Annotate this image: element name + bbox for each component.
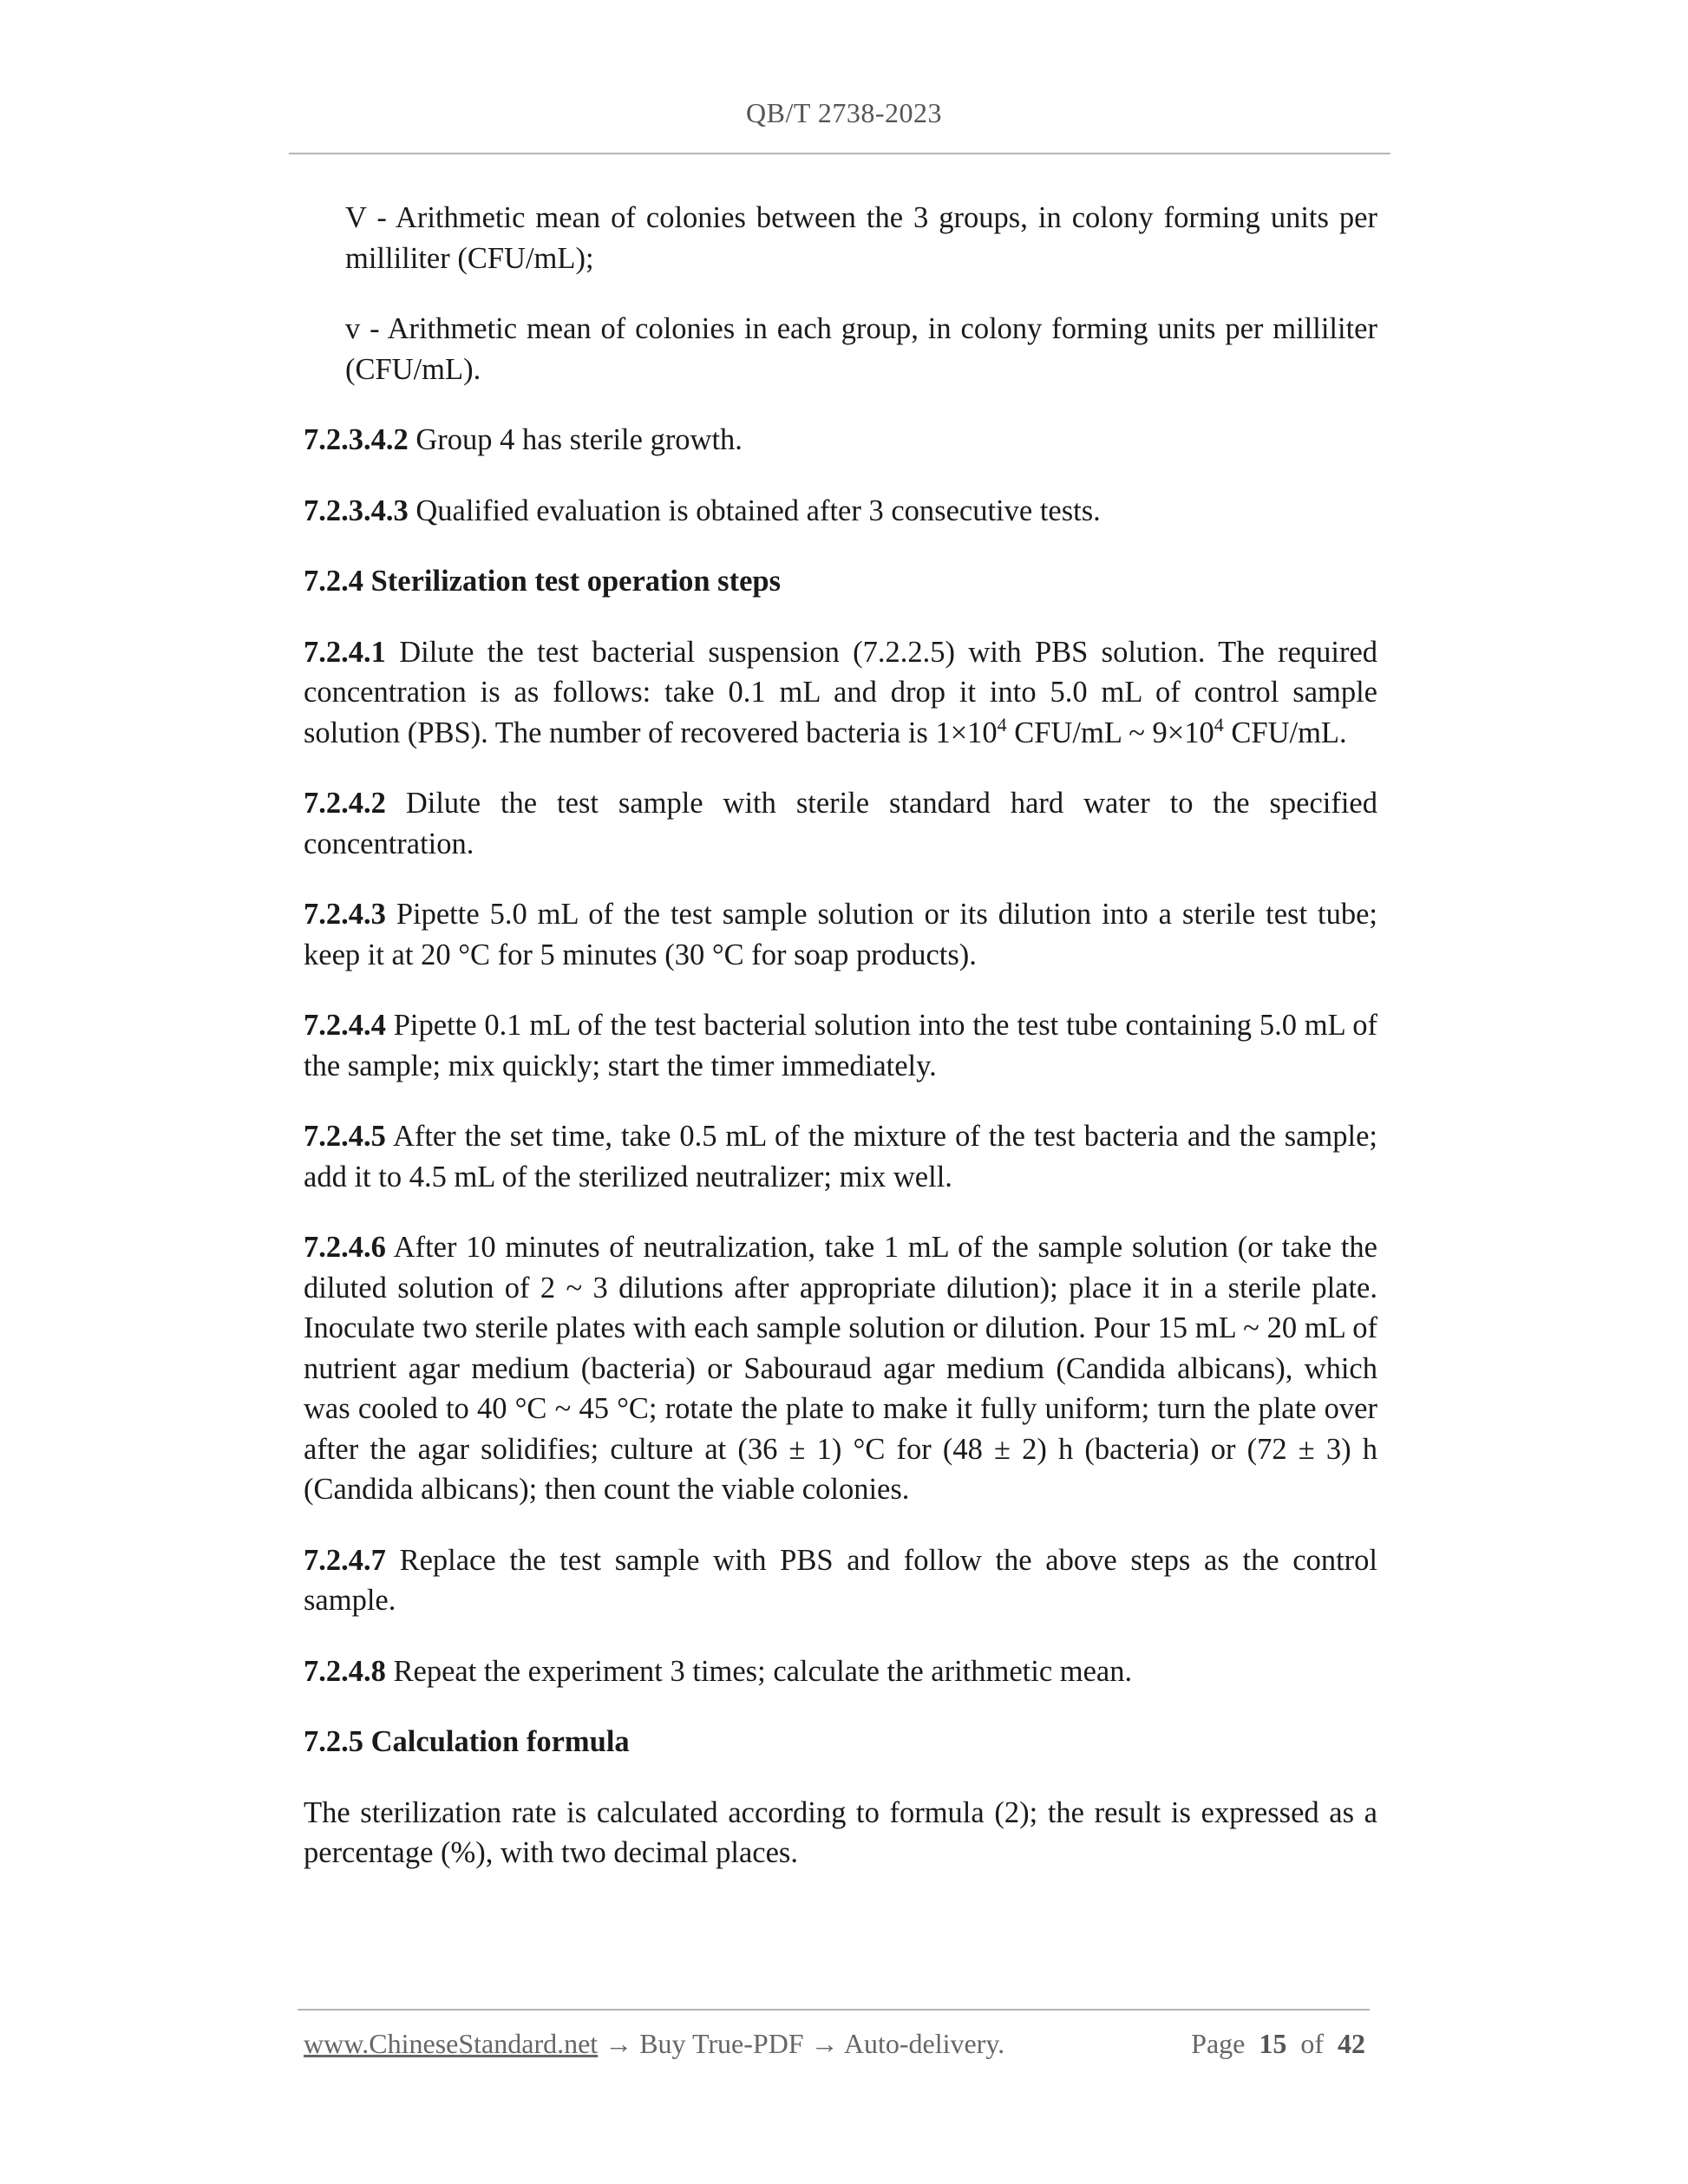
heading-7-2-5: 7.2.5 Calculation formula (304, 1725, 630, 1758)
paragraph-calculation: The sterilization rate is calculated according to formula (2); the result is expressed as a percentage (%), with two decimal places. (304, 1795, 1377, 1869)
clause-text: Dilute the test sample with sterile standard hard water to the specified concentration. (304, 787, 1377, 860)
page-number (1191, 2028, 1365, 2060)
definition-V: V - Arithmetic mean of colonies between the 3 groups, in colony forming units per milliliter (CFU/mL); (345, 201, 1377, 275)
clause-7-2-4-4 (304, 1005, 1377, 1086)
clause-number: 7.2.3.4.2 (304, 423, 409, 456)
page-header-title: QB/T 2738-2023 (746, 97, 942, 128)
header-divider (289, 153, 1390, 154)
total-pages-number: 42 (1338, 2028, 1365, 2059)
clause-number: 7.2.4.4 (304, 1009, 386, 1042)
clause-7-2-4-7 (304, 1540, 1377, 1621)
clause-text: Group 4 has sterile growth. (415, 423, 743, 456)
clause-text: Pipette 5.0 mL of the test sample solution or its dilution into a sterile test tube; keep it at 20 °C for 5 minutes (30 °C for soap products). (304, 898, 1377, 971)
clause-7-2-4-1 (304, 632, 1377, 754)
clause-text: After the set time, take 0.5 mL of the mixture of the test bacteria and the sample; add it to 4.5 mL of the sterilized neutralizer; mix well. (304, 1120, 1377, 1193)
clause-7-2-4-6 (304, 1227, 1377, 1510)
clause-number: 7.2.4.3 (304, 898, 386, 931)
heading-7-2-4: 7.2.4 Sterilization test operation steps (304, 565, 782, 598)
arrow-icon: → (605, 2028, 633, 2059)
website-link[interactable]: www.ChineseStandard.net (304, 2028, 599, 2059)
clause-number: 7.2.4.1 (304, 635, 386, 669)
footer-buy-text: Buy True-PDF (639, 2028, 804, 2059)
clause-text: Pipette 0.1 mL of the test bacterial solution into the test tube containing 5.0 mL of the sample; mix quickly; start the timer immediately. (304, 1009, 1378, 1082)
document-body (304, 198, 1377, 1904)
clause-7-2-4-8 (304, 1651, 1377, 1692)
clause-number: 7.2.3.4.3 (304, 494, 409, 527)
clause-text-end: CFU/mL. (1223, 716, 1347, 749)
clause-text-cont: CFU/mL ~ 9×10 (1006, 716, 1214, 749)
superscript-exponent: 4 (997, 713, 1007, 736)
clause-text: After 10 minutes of neutralization, take 1 mL of the sample solution (or take the diluted solution of 2 ~ 3 dilutions after appropriate dilution); place it in a sterile plate. Inoculate two sterile plates with each sample solution or dilution. Pour 15 mL ~ 20 mL of nutrient agar medium (bacteria) or Sabouraud agar medium (Candida albicans), which was cooled to 40 °C ~ 45 °C; rotate the plate to make it fully uniform; turn the plate over after the agar solidifies; culture at (36 ± 1) °C for (48 ± 2) h (bacteria) or (72 ± 3) h (Candida albicans); then count the viable colonies. (304, 1231, 1377, 1506)
footer-promo (304, 2028, 1004, 2060)
clause-number: 7.2.4.6 (304, 1231, 386, 1264)
current-page-number: 15 (1259, 2028, 1287, 2059)
clause-text: Repeat the experiment 3 times; calculate the arithmetic mean. (393, 1654, 1133, 1688)
clause-number: 7.2.4.2 (304, 787, 386, 820)
footer-divider (298, 2009, 1370, 2011)
clause-number: 7.2.4.7 (304, 1543, 386, 1577)
superscript-exponent: 4 (1214, 713, 1224, 736)
clause-7-2-4-5 (304, 1116, 1377, 1197)
clause-7-2-4-3 (304, 894, 1377, 975)
clause-7-2-3-4-3 (304, 491, 1377, 532)
clause-7-2-4-2 (304, 783, 1377, 864)
footer-delivery-text: Auto-delivery. (843, 2028, 1005, 2059)
clause-7-2-3-4-2 (304, 420, 1377, 461)
page-word: Page (1191, 2028, 1246, 2059)
clause-number: 7.2.4.5 (304, 1120, 386, 1153)
of-word: of (1300, 2028, 1324, 2059)
clause-text: Qualified evaluation is obtained after 3 consecutive tests. (415, 494, 1101, 527)
clause-text: Replace the test sample with PBS and follow the above steps as the control sample. (304, 1543, 1378, 1617)
clause-text: Dilute the test bacterial suspension (7.2.2.5) with PBS solution. The required concentration is as follows: take 0.1 mL and drop it into 5.0 mL of control sample solution (PBS). The number of recovered bacteria is 1×10 (304, 635, 1378, 749)
arrow-icon: → (810, 2028, 839, 2059)
definition-v: v - Arithmetic mean of colonies in each group, in colony forming units per milliliter (CFU/mL). (345, 312, 1377, 386)
clause-number: 7.2.4.8 (304, 1654, 386, 1688)
